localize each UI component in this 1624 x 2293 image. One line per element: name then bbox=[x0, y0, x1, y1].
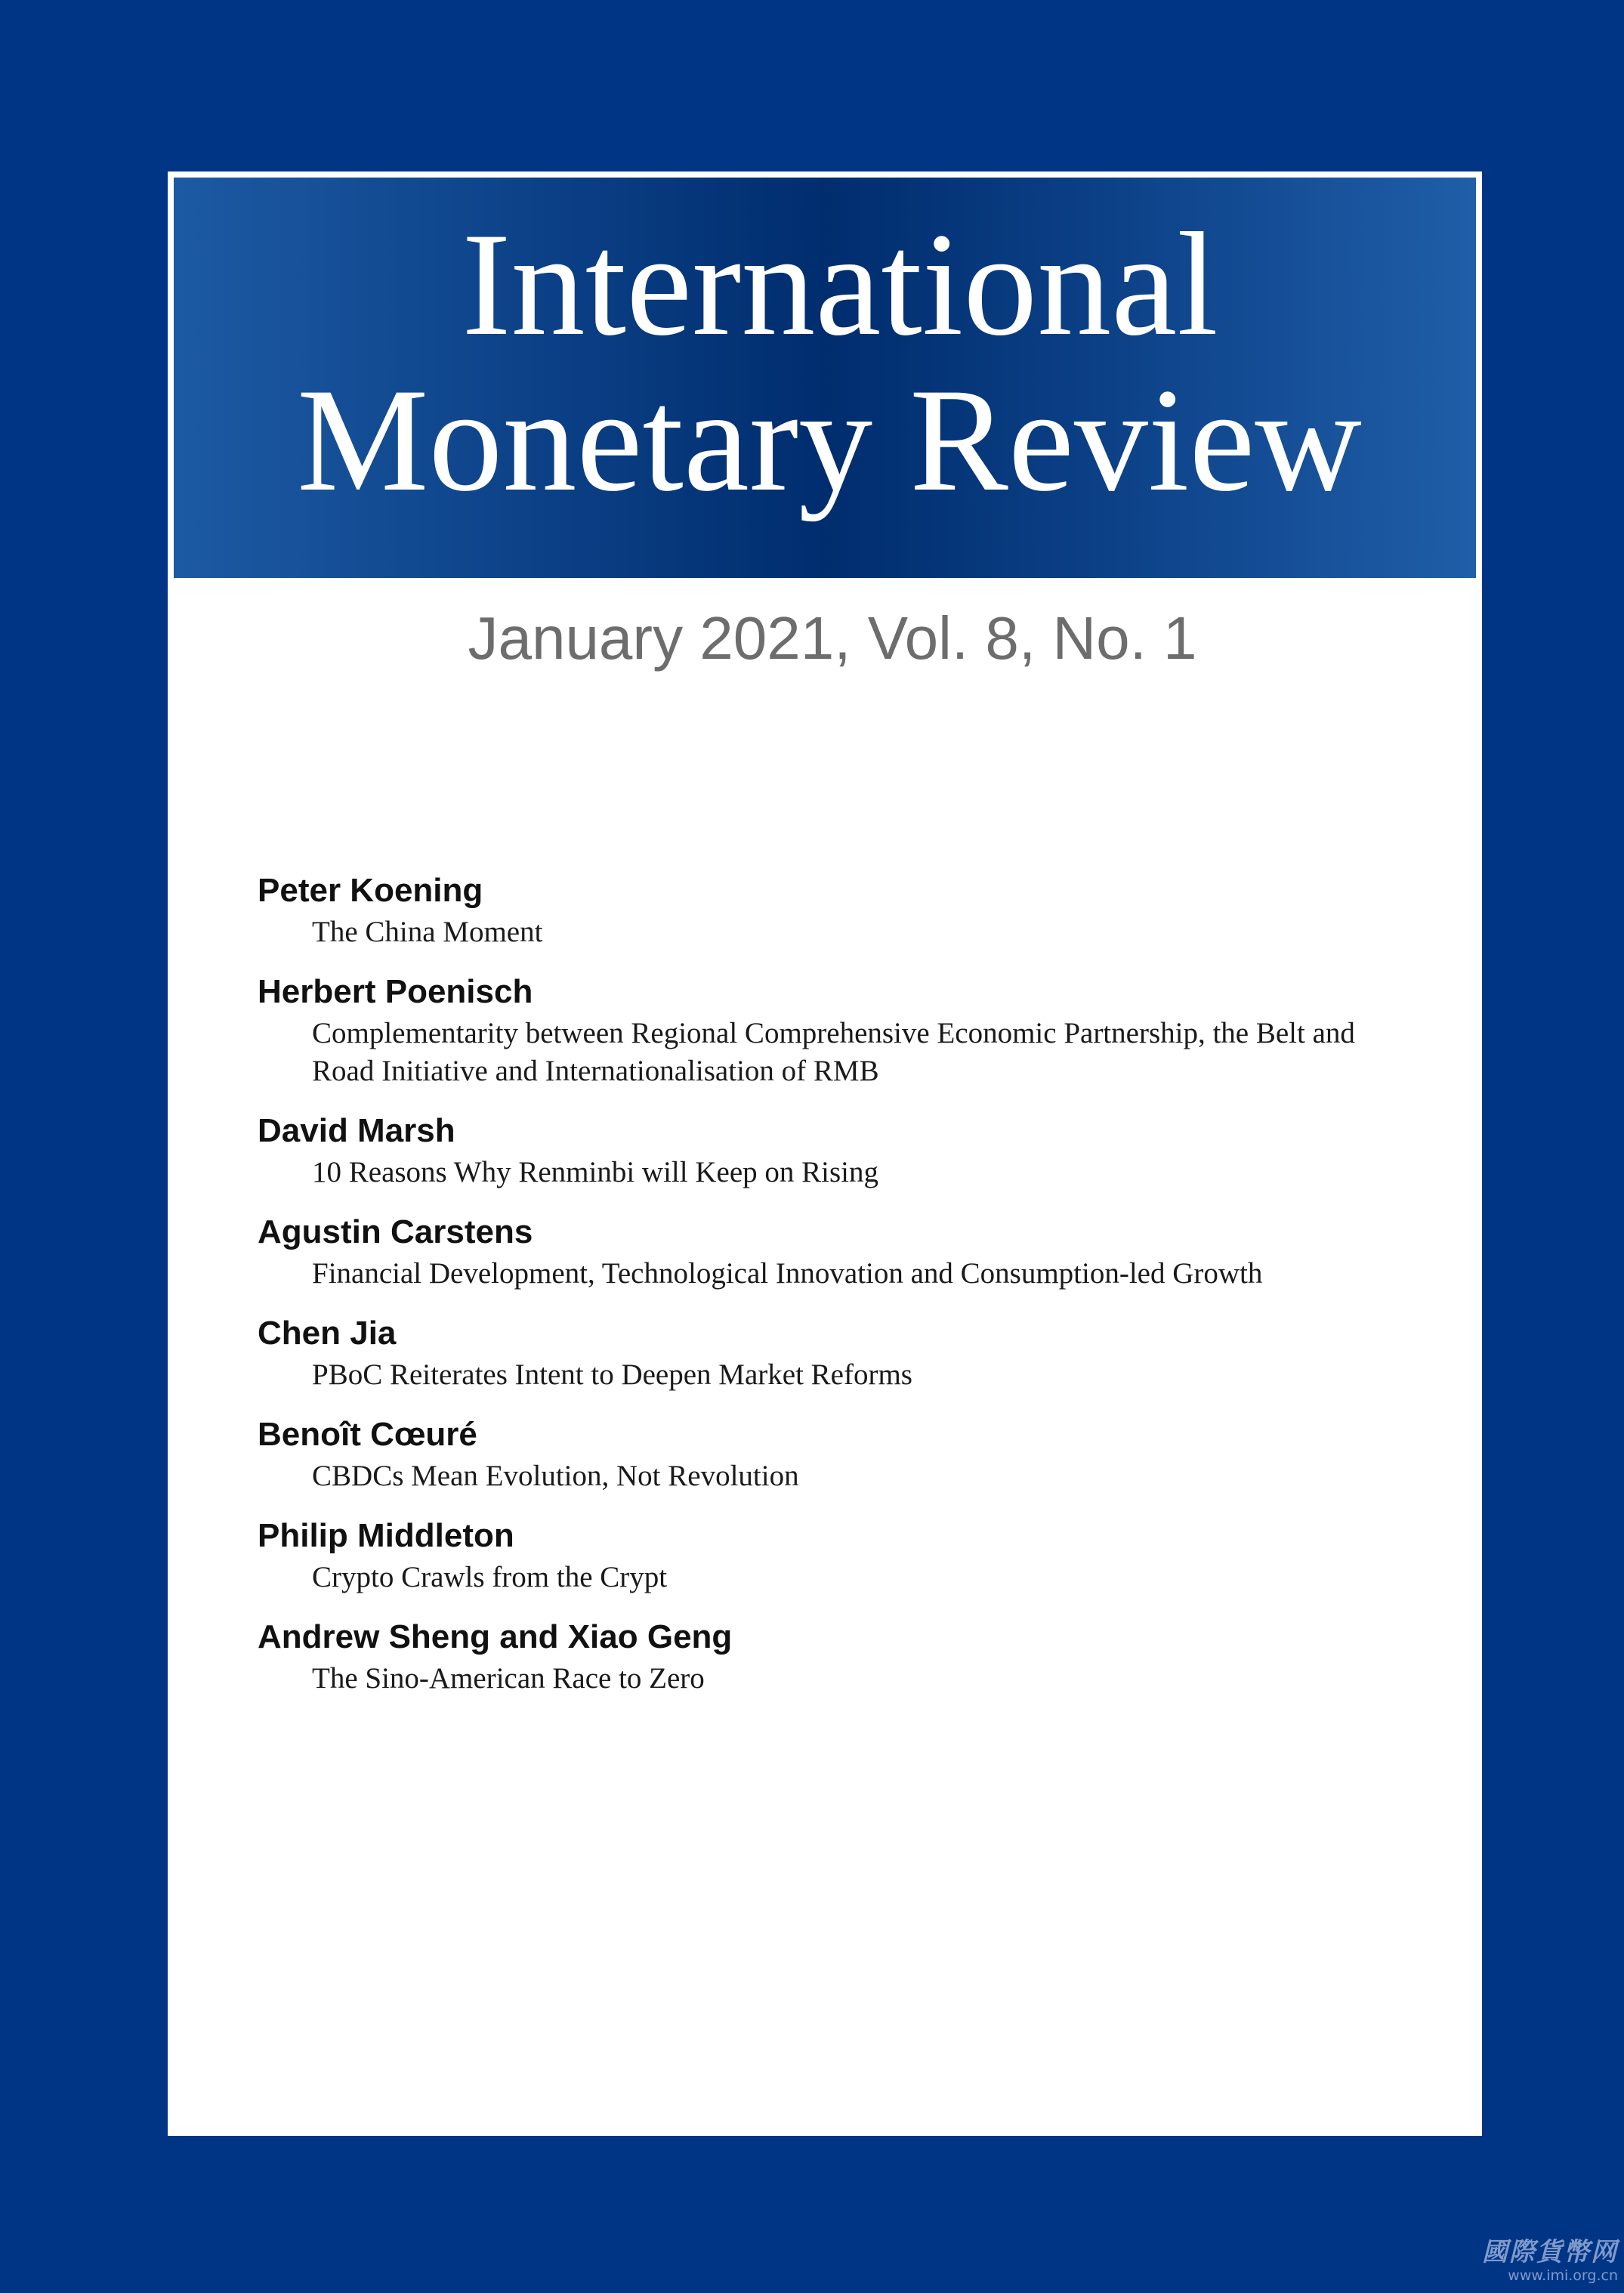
article-title: PBoC Reiterates Intent to Deepen Market Reforms bbox=[312, 1358, 912, 1391]
contents-entry bbox=[258, 1108, 1436, 1191]
author-name: Peter Koening bbox=[258, 872, 483, 909]
cover-page bbox=[168, 172, 1482, 2136]
watermark-logo-text: 國際貨幣网 bbox=[1482, 2237, 1618, 2267]
contents-entry bbox=[258, 1615, 1436, 1698]
contents-entry bbox=[258, 1311, 1436, 1394]
article-title: Crypto Crawls from the Crypt bbox=[312, 1561, 668, 1593]
contents-entry bbox=[258, 1412, 1436, 1495]
article-title: 10 Reasons Why Renminbi will Keep on Rising bbox=[312, 1156, 878, 1188]
issue-line: January 2021, Vol. 8, No. 1 bbox=[468, 604, 1197, 672]
author-name: Agustin Carstens bbox=[258, 1213, 533, 1250]
journal-title-line-2: Monetary Review bbox=[297, 358, 1362, 522]
author-name: Herbert Poenisch bbox=[258, 973, 533, 1010]
contents-entry bbox=[258, 1210, 1436, 1293]
article-title: CBDCs Mean Evolution, Not Revolution bbox=[312, 1460, 799, 1492]
contents-entry bbox=[258, 969, 1436, 1090]
author-name: David Marsh bbox=[258, 1112, 455, 1149]
article-title: The China Moment bbox=[312, 916, 543, 948]
article-title: Complementarity between Regional Comprehensive Economic Partnership, the Belt and Road Initiative and Internationalisation of RMB bbox=[312, 1017, 1355, 1087]
author-name: Philip Middleton bbox=[258, 1517, 514, 1554]
article-title: The Sino-American Race to Zero bbox=[312, 1662, 705, 1695]
author-name: Benoît Cœuré bbox=[258, 1416, 477, 1453]
watermark-url: www.imi.org.cn bbox=[1508, 2267, 1618, 2284]
journal-title-line-1: International bbox=[462, 202, 1218, 366]
title-banner bbox=[174, 178, 1476, 578]
article-title: Financial Development, Technological Innovation and Consumption-led Growth bbox=[312, 1257, 1263, 1290]
contents-entry bbox=[258, 868, 1436, 951]
table-of-contents bbox=[258, 868, 1436, 1716]
author-name: Andrew Sheng and Xiao Geng bbox=[258, 1618, 733, 1655]
watermark bbox=[1482, 2237, 1618, 2284]
contents-entry bbox=[258, 1513, 1436, 1596]
author-name: Chen Jia bbox=[258, 1315, 397, 1352]
